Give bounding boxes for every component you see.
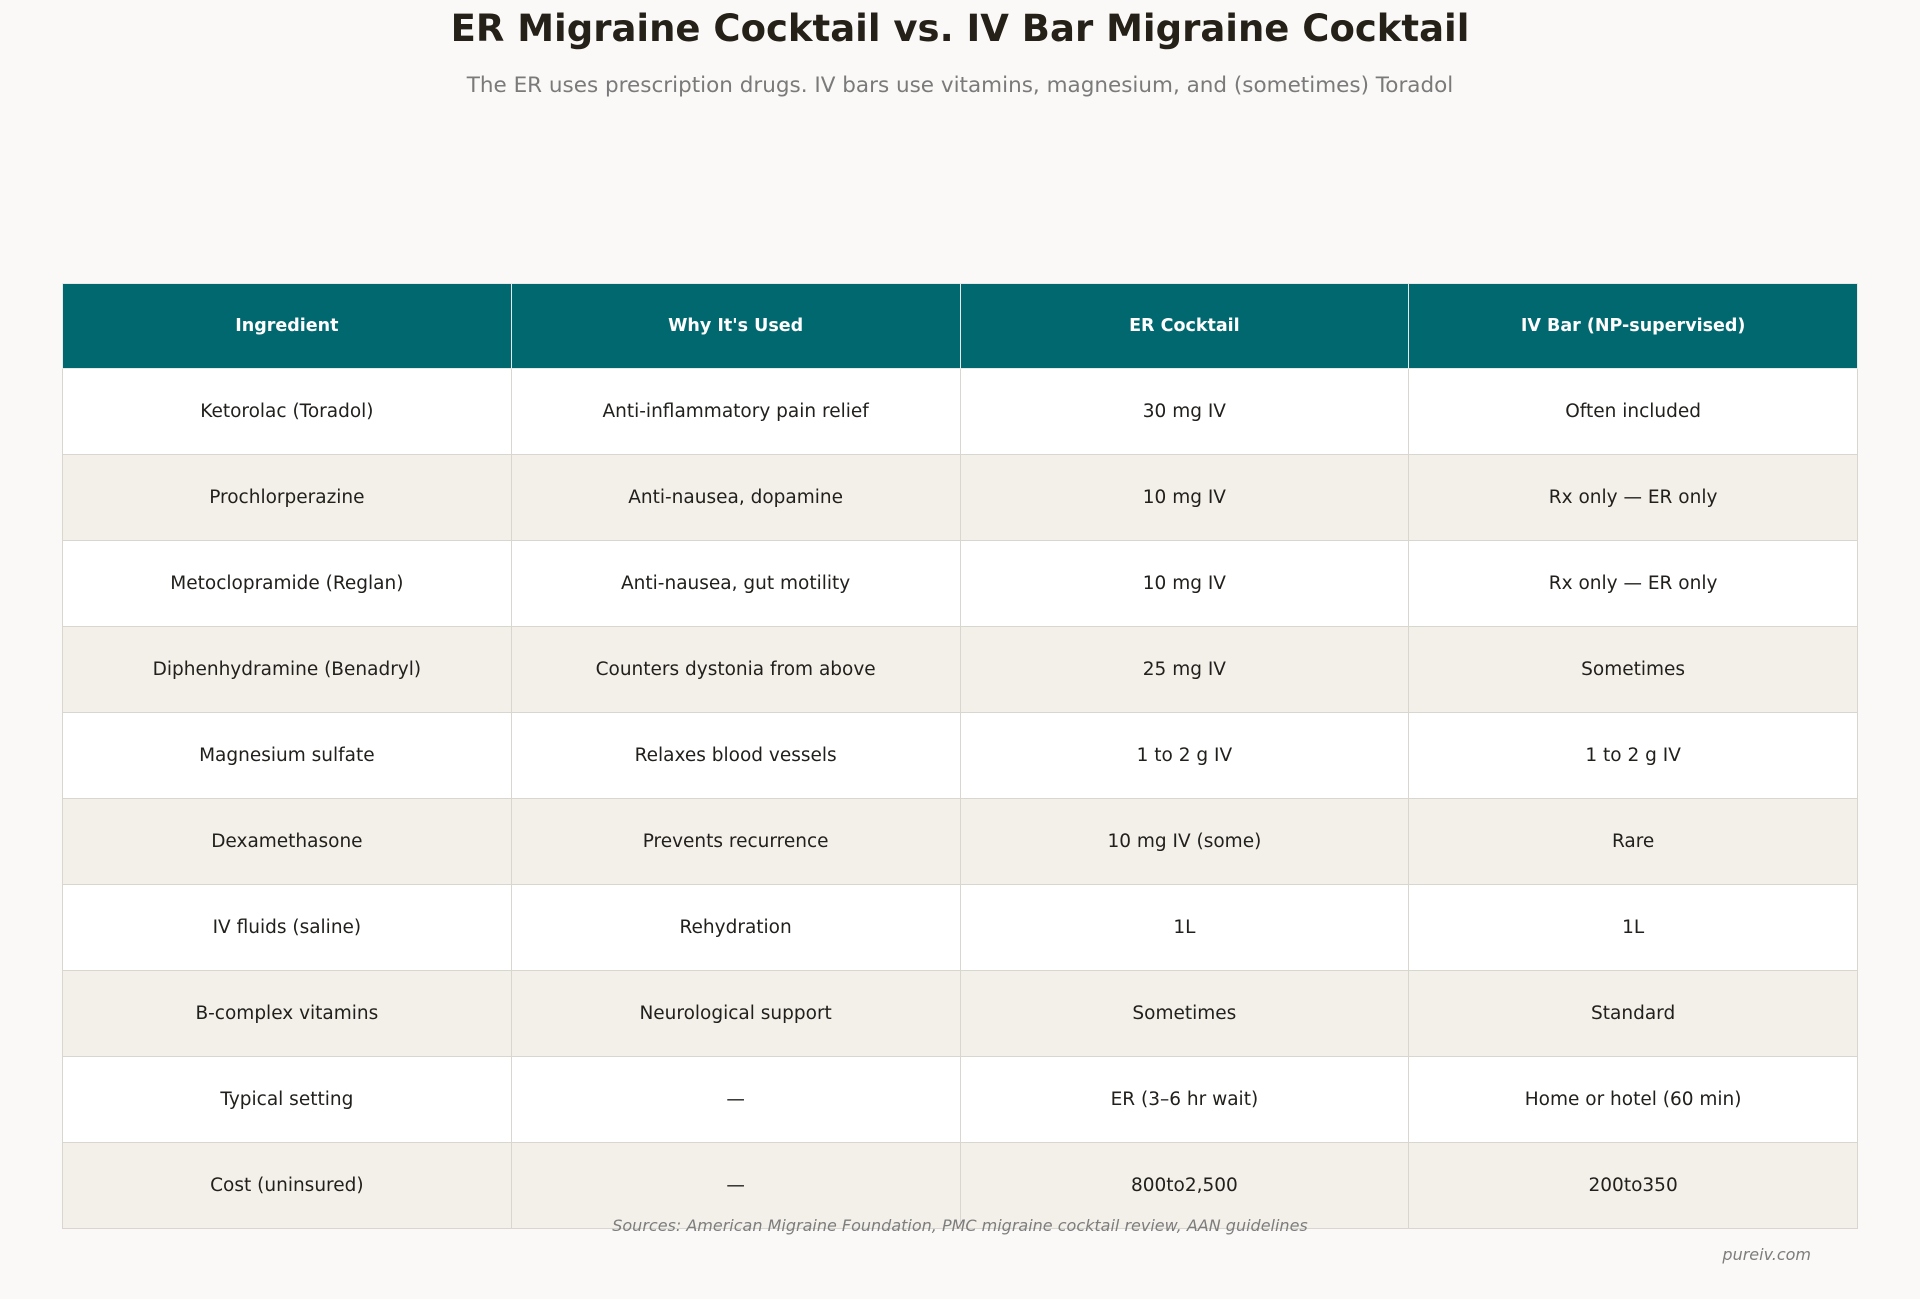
table-cell: Neurological support — [511, 971, 960, 1057]
table-cell: B-complex vitamins — [63, 971, 512, 1057]
table-cell: 10 mg IV (some) — [960, 799, 1409, 885]
table-row — [63, 627, 1858, 713]
table-cell: IV fluids (saline) — [63, 885, 512, 971]
table-cell: 25 mg IV — [960, 627, 1409, 713]
table-cell: Home or hotel (60 min) — [1409, 1057, 1858, 1143]
table-row — [63, 713, 1858, 799]
table-row — [63, 1057, 1858, 1143]
column-header: ER Cocktail — [960, 284, 1409, 369]
table-cell: Relaxes blood vessels — [511, 713, 960, 799]
column-header: Ingredient — [63, 284, 512, 369]
table-cell: Magnesium sulfate — [63, 713, 512, 799]
table-cell: Rx only — ER only — [1409, 455, 1858, 541]
table-cell: 10 mg IV — [960, 541, 1409, 627]
table-cell: 1L — [960, 885, 1409, 971]
table-row — [63, 541, 1858, 627]
table-cell: Prochlorperazine — [63, 455, 512, 541]
table-cell: 1 to 2 g IV — [960, 713, 1409, 799]
table-cell: 10 mg IV — [960, 455, 1409, 541]
table-cell: 30 mg IV — [960, 369, 1409, 455]
watermark: pureiv.com — [1722, 1245, 1811, 1264]
table-cell: Cost (uninsured) — [63, 1143, 512, 1229]
table-row — [63, 885, 1858, 971]
table-row — [63, 455, 1858, 541]
chart-subtitle: The ER uses prescription drugs. IV bars use vitamins, magnesium, and (sometimes) Toradol — [466, 73, 1454, 98]
comparison-table — [62, 283, 1858, 1229]
column-header: IV Bar (NP-supervised) — [1409, 284, 1858, 369]
chart-title: ER Migraine Cocktail vs. IV Bar Migraine Cocktail — [450, 7, 1470, 50]
column-header: Why It's Used — [511, 284, 960, 369]
table-cell: Diphenhydramine (Benadryl) — [63, 627, 512, 713]
table-cell: ER (3–6 hr wait) — [960, 1057, 1409, 1143]
table-cell: — — [511, 1057, 960, 1143]
table-cell: 200to350 — [1409, 1143, 1858, 1229]
table-cell: Anti-nausea, gut motility — [511, 541, 960, 627]
table-cell: Anti-inflammatory pain relief — [511, 369, 960, 455]
table-cell: Sometimes — [960, 971, 1409, 1057]
table-body — [63, 369, 1858, 1229]
sources-note: Sources: American Migraine Foundation, PMC migraine cocktail review, AAN guidelines — [612, 1216, 1308, 1235]
table-cell: Standard — [1409, 971, 1858, 1057]
table-cell: Rx only — ER only — [1409, 541, 1858, 627]
table-cell: Counters dystonia from above — [511, 627, 960, 713]
table-cell: Sometimes — [1409, 627, 1858, 713]
table-cell: Metoclopramide (Reglan) — [63, 541, 512, 627]
table-cell: Typical setting — [63, 1057, 512, 1143]
table-cell: Dexamethasone — [63, 799, 512, 885]
table-row — [63, 971, 1858, 1057]
table-cell: — — [511, 1143, 960, 1229]
table-cell: 1 to 2 g IV — [1409, 713, 1858, 799]
table-cell: 800to2,500 — [960, 1143, 1409, 1229]
table-cell: Rehydration — [511, 885, 960, 971]
table-row — [63, 799, 1858, 885]
table-cell: Anti-nausea, dopamine — [511, 455, 960, 541]
table-cell: Ketorolac (Toradol) — [63, 369, 512, 455]
table-cell: 1L — [1409, 885, 1858, 971]
table-header-row — [63, 284, 1858, 369]
table-cell: Rare — [1409, 799, 1858, 885]
table-row — [63, 369, 1858, 455]
table-cell: Often included — [1409, 369, 1858, 455]
table-cell: Prevents recurrence — [511, 799, 960, 885]
